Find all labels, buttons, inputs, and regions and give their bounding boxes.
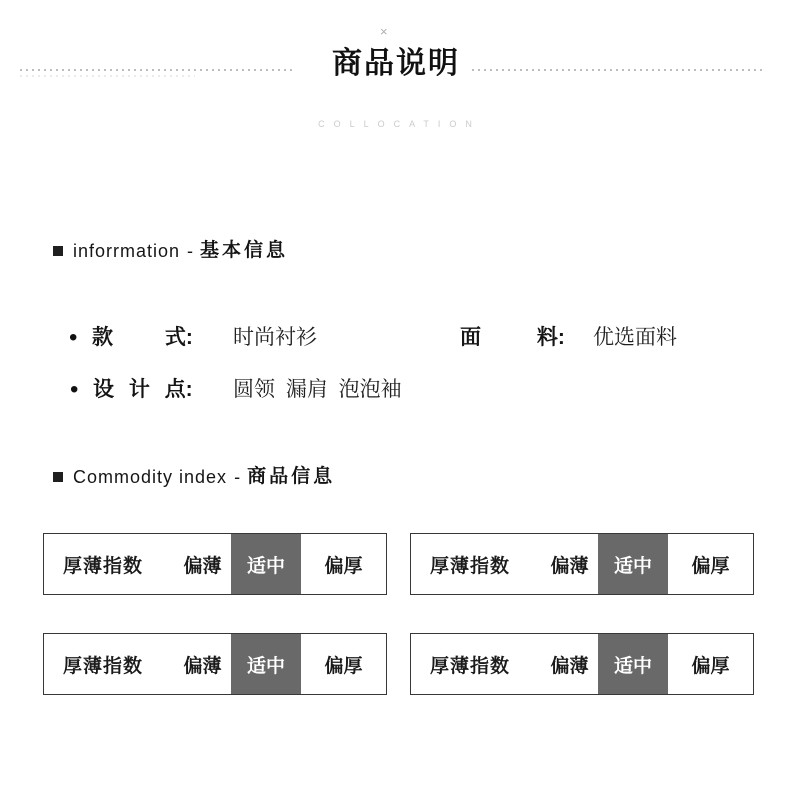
- index-label: 厚薄指数: [430, 555, 511, 577]
- cross-mark-icon: ×: [380, 24, 388, 39]
- section-title-dash: -: [187, 241, 194, 261]
- thickness-index-box-2: [410, 533, 754, 595]
- square-bullet-icon: [53, 246, 63, 256]
- fabric-label: 面 料:: [460, 326, 565, 349]
- section-title-en: Commodity index: [73, 467, 228, 487]
- option-thick: 偏厚: [691, 655, 730, 677]
- option-thick: 偏厚: [324, 555, 363, 577]
- design-value: 圆领 漏肩 泡泡袖: [233, 378, 402, 401]
- option-medium-selected: 适中: [231, 534, 301, 594]
- section-title-en: inforrmation: [73, 241, 181, 261]
- section-title-dash: -: [234, 467, 241, 487]
- option-thin: 偏薄: [183, 555, 222, 577]
- option-thin: 偏薄: [550, 555, 589, 577]
- option-medium-selected: 适中: [231, 634, 301, 694]
- index-label: 厚薄指数: [63, 655, 144, 677]
- thickness-index-box-4: [410, 633, 754, 695]
- option-thick: 偏厚: [691, 555, 730, 577]
- subtitle-collocation: COLLOCATION: [318, 119, 481, 129]
- style-label: 款 式:: [92, 326, 193, 349]
- style-value: 时尚衬衫: [233, 326, 317, 349]
- index-label: 厚薄指数: [63, 555, 144, 577]
- thickness-index-box-3: [43, 633, 387, 695]
- attribute-row-design: [0, 374, 790, 406]
- option-medium-selected: 适中: [598, 534, 668, 594]
- option-thin: 偏薄: [550, 655, 589, 677]
- dot-bullet-icon: •: [70, 376, 79, 403]
- square-bullet-icon: [53, 472, 63, 482]
- page-title: 商品说明: [332, 47, 460, 80]
- option-thick: 偏厚: [324, 655, 363, 677]
- option-medium-selected: 适中: [598, 634, 668, 694]
- section-header-basic-info: [53, 238, 288, 264]
- fabric-value: 优选面料: [593, 326, 677, 349]
- option-thin: 偏薄: [183, 655, 222, 677]
- section-title-zh: 基本信息: [200, 240, 289, 261]
- section-title-zh: 商品信息: [247, 466, 336, 487]
- dot-bullet-icon: •: [69, 324, 78, 351]
- thickness-index-box-1: [43, 533, 387, 595]
- design-label: 设 计 点:: [93, 378, 193, 401]
- attribute-row-style-fabric: [0, 322, 790, 354]
- section-header-commodity-index: [53, 464, 335, 490]
- index-label: 厚薄指数: [430, 655, 511, 677]
